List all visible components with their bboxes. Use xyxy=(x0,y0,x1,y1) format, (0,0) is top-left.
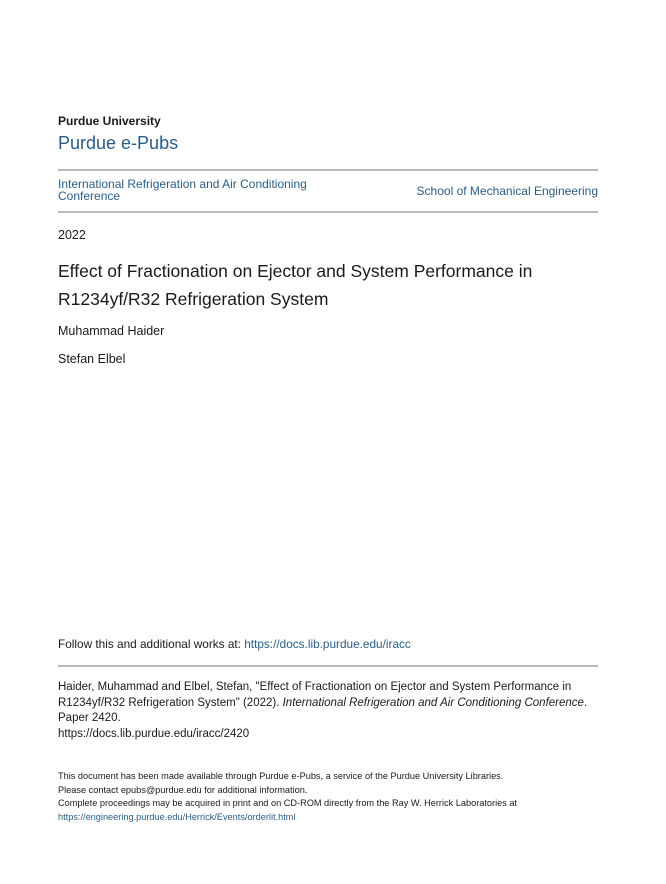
author-name: Stefan Elbel xyxy=(58,352,126,366)
follow-text: Follow this and additional works at: xyxy=(58,637,245,651)
footer-notice xyxy=(58,770,598,824)
divider-middle xyxy=(58,211,598,213)
divider-top xyxy=(58,169,598,171)
citation-authors-title: Haider, Muhammad and Elbel, Stefan, "Effect of Fractionation on Ejector and System Performance in R1234yf/R32 Refrigeration System" (2022). xyxy=(58,681,572,709)
paper-title: Effect of Fractionation on Ejector and System Performance in R1234yf/R32 Refrigeration System xyxy=(58,261,533,309)
publication-year: 2022 xyxy=(58,228,86,242)
collection-link[interactable]: https://docs.lib.purdue.edu/iracc xyxy=(244,637,411,651)
follow-line xyxy=(58,637,411,651)
citation-period: . xyxy=(583,696,588,709)
school-link[interactable]: School of Mechanical Engineering xyxy=(416,184,598,198)
citation-url: https://docs.lib.purdue.edu/iracc/2420 xyxy=(58,727,250,740)
citation-paper-number: Paper 2420. xyxy=(58,712,121,724)
recommended-citation xyxy=(58,680,598,742)
institution-name: Purdue University xyxy=(58,114,161,128)
repository-link[interactable]: Purdue e-Pubs xyxy=(58,133,179,153)
citation-venue: International Refrigeration and Air Conditioning Conference xyxy=(282,696,584,709)
author-name: Muhammad Haider xyxy=(58,324,165,338)
divider-bottom xyxy=(58,665,598,667)
footer-line: Please contact epubs@purdue.edu for additional information. xyxy=(58,784,308,795)
footer-line: Complete proceedings may be acquired in print and on CD-ROM directly from the Ray W. Herrick Laboratories at xyxy=(58,798,518,808)
footer-line: This document has been made available through Purdue e-Pubs, a service of the Purdue University Libraries. xyxy=(58,771,504,781)
conference-link[interactable]: International Refrigeration and Air Conditioning Conference xyxy=(58,177,307,203)
herrick-orderlit-link[interactable]: https://engineering.purdue.edu/Herrick/Events/orderlit.html xyxy=(58,811,296,822)
